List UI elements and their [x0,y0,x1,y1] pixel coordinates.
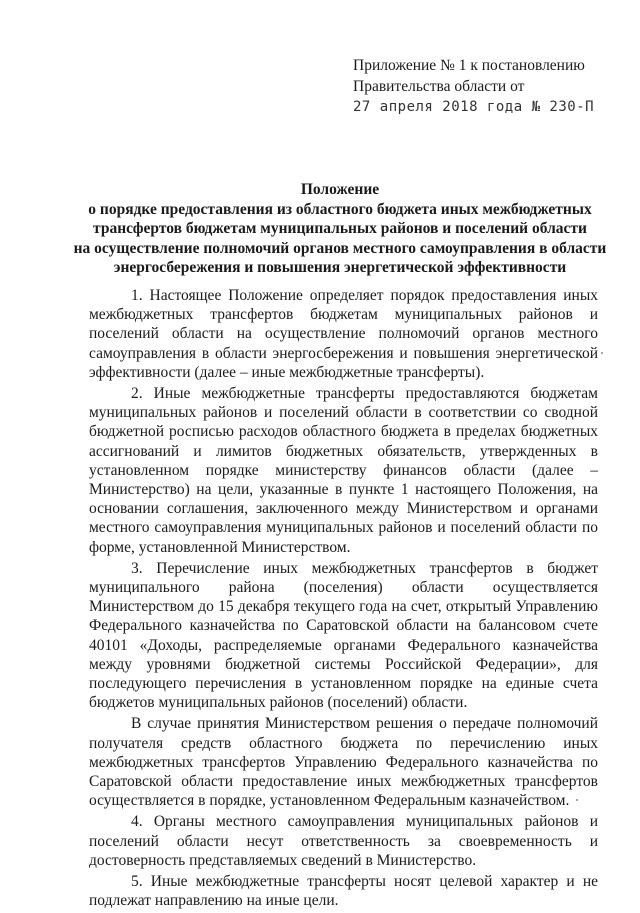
document-title [60,180,620,278]
title-line-1: о порядке предоставления из областного бюджета иных межбюджетных [88,200,592,218]
title-line-2: трансфертов бюджетам муниципальных районов и поселений области [93,220,587,237]
approval-line-1: Приложение № 1 к постановлению [353,57,585,74]
paragraph-3-continued: В случае принятия Министерством решения о передаче полномочий получателя средств областного бюджета по перечислению иных межбюджетных трансфертов Управлению Федерального казначейства по Саратовской области предоставление иных межбюджетных трансфертов осуществляется в порядке, установленном Федеральным казначейством. [89,715,598,810]
paragraph-4: 4. Органы местного самоуправления муниципальных районов и поселений области несут ответственность за своевременность и достоверность представляемых сведений в Министерство. [89,813,598,869]
paragraph-5: 5. Иные межбюджетные трансферты носят целевой характер и не подлежат направлению на иные цели. [89,873,598,910]
document-body [89,286,598,913]
approval-block [353,56,613,118]
paragraph-1: 1. Настоящее Положение определяет порядок предоставления иных межбюджетных трансфертов бюджетам муниципальных районов и поселений области на осуществление полномочий органов местного самоуправления в области энергосбережения и повышения энергетической эффективности (далее – иные межбюджетные трансферты). [89,287,598,381]
approval-line-2: Правительства области от [353,77,525,95]
approval-date-stamp: 27 апреля 2018 года № 230-П [353,99,595,115]
paragraph-3: 3. Перечисление иных межбюджетных трансфертов в бюджет муниципального района (поселения) области осуществляется Министерством до 15 декабря текущего года на счет, открытый Управлению Федерального казначейства по Саратовской области на балансовом счете 40101 «Доходы, распределяемые органами Федерального казначейства между уровнями бюджетной системы Российской Федерации», для последующего перечисления в установленном порядке на единые счета бюджетов муниципальных районов (поселений) области. [89,559,598,712]
paragraph-2: 2. Иные межбюджетные трансферты предоставляются бюджетам муниципальных районов и поселений области в соответствии со сводной бюджетной росписью расходов областного бюджета в пределах бюджетных ассигнований и лимитов бюджетных обязательств, утвержденных в установленном порядке министерству финансов области (далее – Министерство) на цели, указанные в пункте 1 настоящего Положения, на основании соглашения, заключенного между Министерством и органами местного самоуправления муниципальных районов и поселений области по форме, установленной Министерством. [89,385,598,556]
title-line-4: энергосбережения и повышения энергетической эффективности [113,259,567,276]
title-line-3: на осуществление полномочий органов местного самоуправления в области [73,239,607,257]
scan-speck [576,799,578,801]
title-heading: Положение [300,181,380,198]
scan-speck [601,352,603,354]
